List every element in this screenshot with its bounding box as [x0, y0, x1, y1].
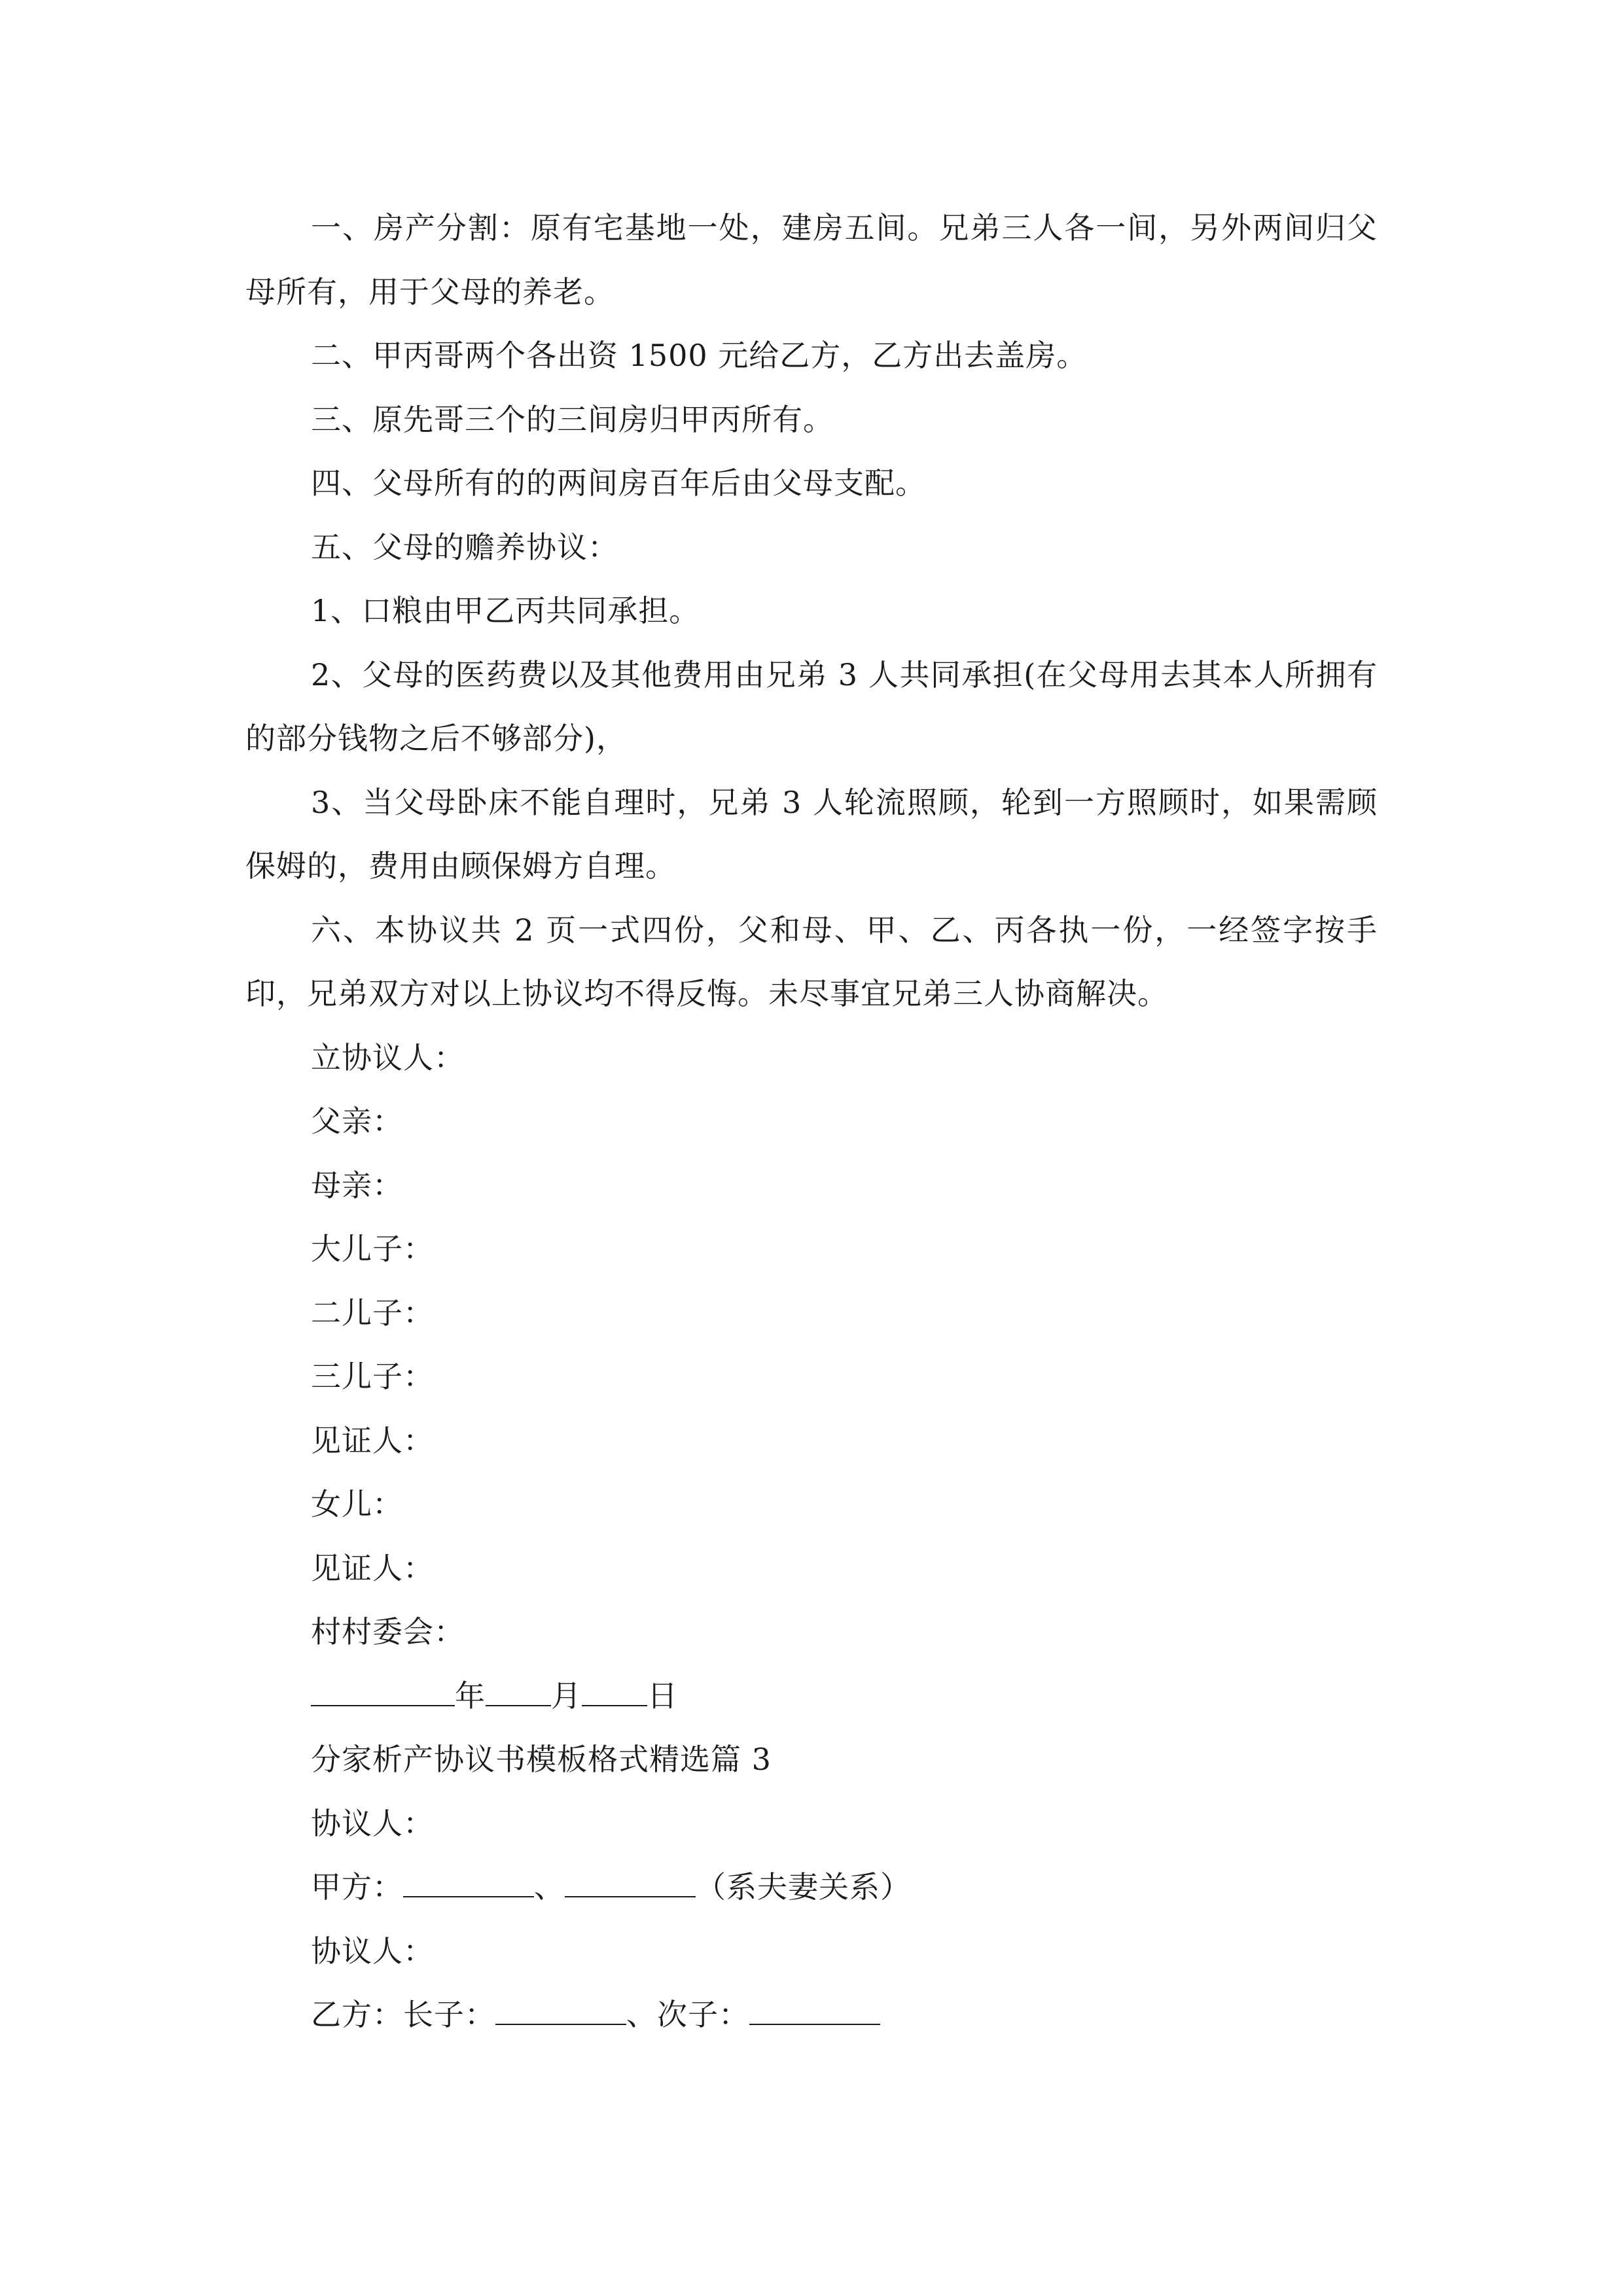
signature-witness-2: 见证人： [311, 1550, 434, 1586]
signatories-heading: 立协议人： [311, 1039, 465, 1075]
eldest-son-blank [495, 1997, 626, 2025]
party-label-1: 协议人： [311, 1805, 434, 1841]
section-title: 分家析产协议书模板格式精选篇 3 [311, 1742, 772, 1777]
signature-mother: 母亲： [311, 1167, 403, 1203]
party-b-separator: 、 [626, 1997, 657, 2032]
second-son-label: 次子： [657, 1997, 749, 2032]
signature-second-son: 二儿子： [311, 1295, 434, 1331]
clause-care-rotation: 3、当父母卧床不能自理时，兄弟 3 人轮流照顾，轮到一方照顾时，如果需顾保姆的，费用由顾保姆方自理。 [245, 784, 1378, 884]
party-a-line [245, 1856, 1378, 1920]
party-a-label: 甲方： [311, 1869, 403, 1905]
signature-witness: 见证人： [311, 1422, 434, 1458]
clause-parents-houses: 四、父母所有的的两间房百年后由父母支配。 [311, 465, 926, 501]
day-label: 日 [647, 1677, 678, 1713]
clause-house-ownership: 三、原先哥三个的三间房归甲丙所有。 [311, 401, 834, 437]
clause-medical-costs: 2、父母的医药费以及其他费用由兄弟 3 人共同承担(在父母用去其本人所拥有的部分钱物之后不够部分)， [245, 656, 1378, 756]
document-body [245, 196, 1378, 2047]
party-b-label: 乙方： [311, 1997, 403, 2032]
party-b-line [245, 1983, 1378, 2047]
date-line [245, 1664, 1378, 1729]
party-a-name-blank-1 [403, 1869, 534, 1897]
day-blank [582, 1677, 647, 1706]
party-label-2: 协议人： [311, 1933, 434, 1969]
eldest-son-label: 长子： [403, 1997, 495, 2032]
year-blank [311, 1677, 455, 1706]
clause-copies: 六、本协议共 2 页一式四份，父和母、甲、乙、丙各执一份，一经签字按手印，兄弟双方对以上协议均不得反悔。未尽事宜兄弟三人协商解决。 [245, 912, 1378, 1011]
year-label: 年 [455, 1677, 486, 1713]
signature-eldest-son: 大儿子： [311, 1231, 434, 1266]
signature-village-committee: 村村委会： [311, 1614, 465, 1649]
signature-daughter: 女儿： [311, 1486, 403, 1522]
signature-third-son: 三儿子： [311, 1359, 434, 1394]
clause-grain: 1、口粮由甲乙丙共同承担。 [311, 593, 700, 628]
month-blank [486, 1677, 551, 1706]
month-label: 月 [551, 1677, 582, 1713]
clause-support-agreement: 五、父母的赡养协议： [311, 529, 618, 565]
clause-property-division: 一、房产分割：原有宅基地一处，建房五间。兄弟三人各一间，另外两间归父母所有，用于父母的养老。 [245, 210, 1378, 310]
party-a-note: （系夫妻关系） [696, 1869, 911, 1905]
second-son-blank [749, 1997, 880, 2025]
signature-father: 父亲： [311, 1103, 403, 1139]
clause-funding: 二、甲丙哥两个各出资 1500 元给乙方，乙方出去盖房。 [311, 338, 1088, 373]
party-a-separator: 、 [534, 1869, 565, 1905]
party-a-name-blank-2 [565, 1869, 696, 1897]
